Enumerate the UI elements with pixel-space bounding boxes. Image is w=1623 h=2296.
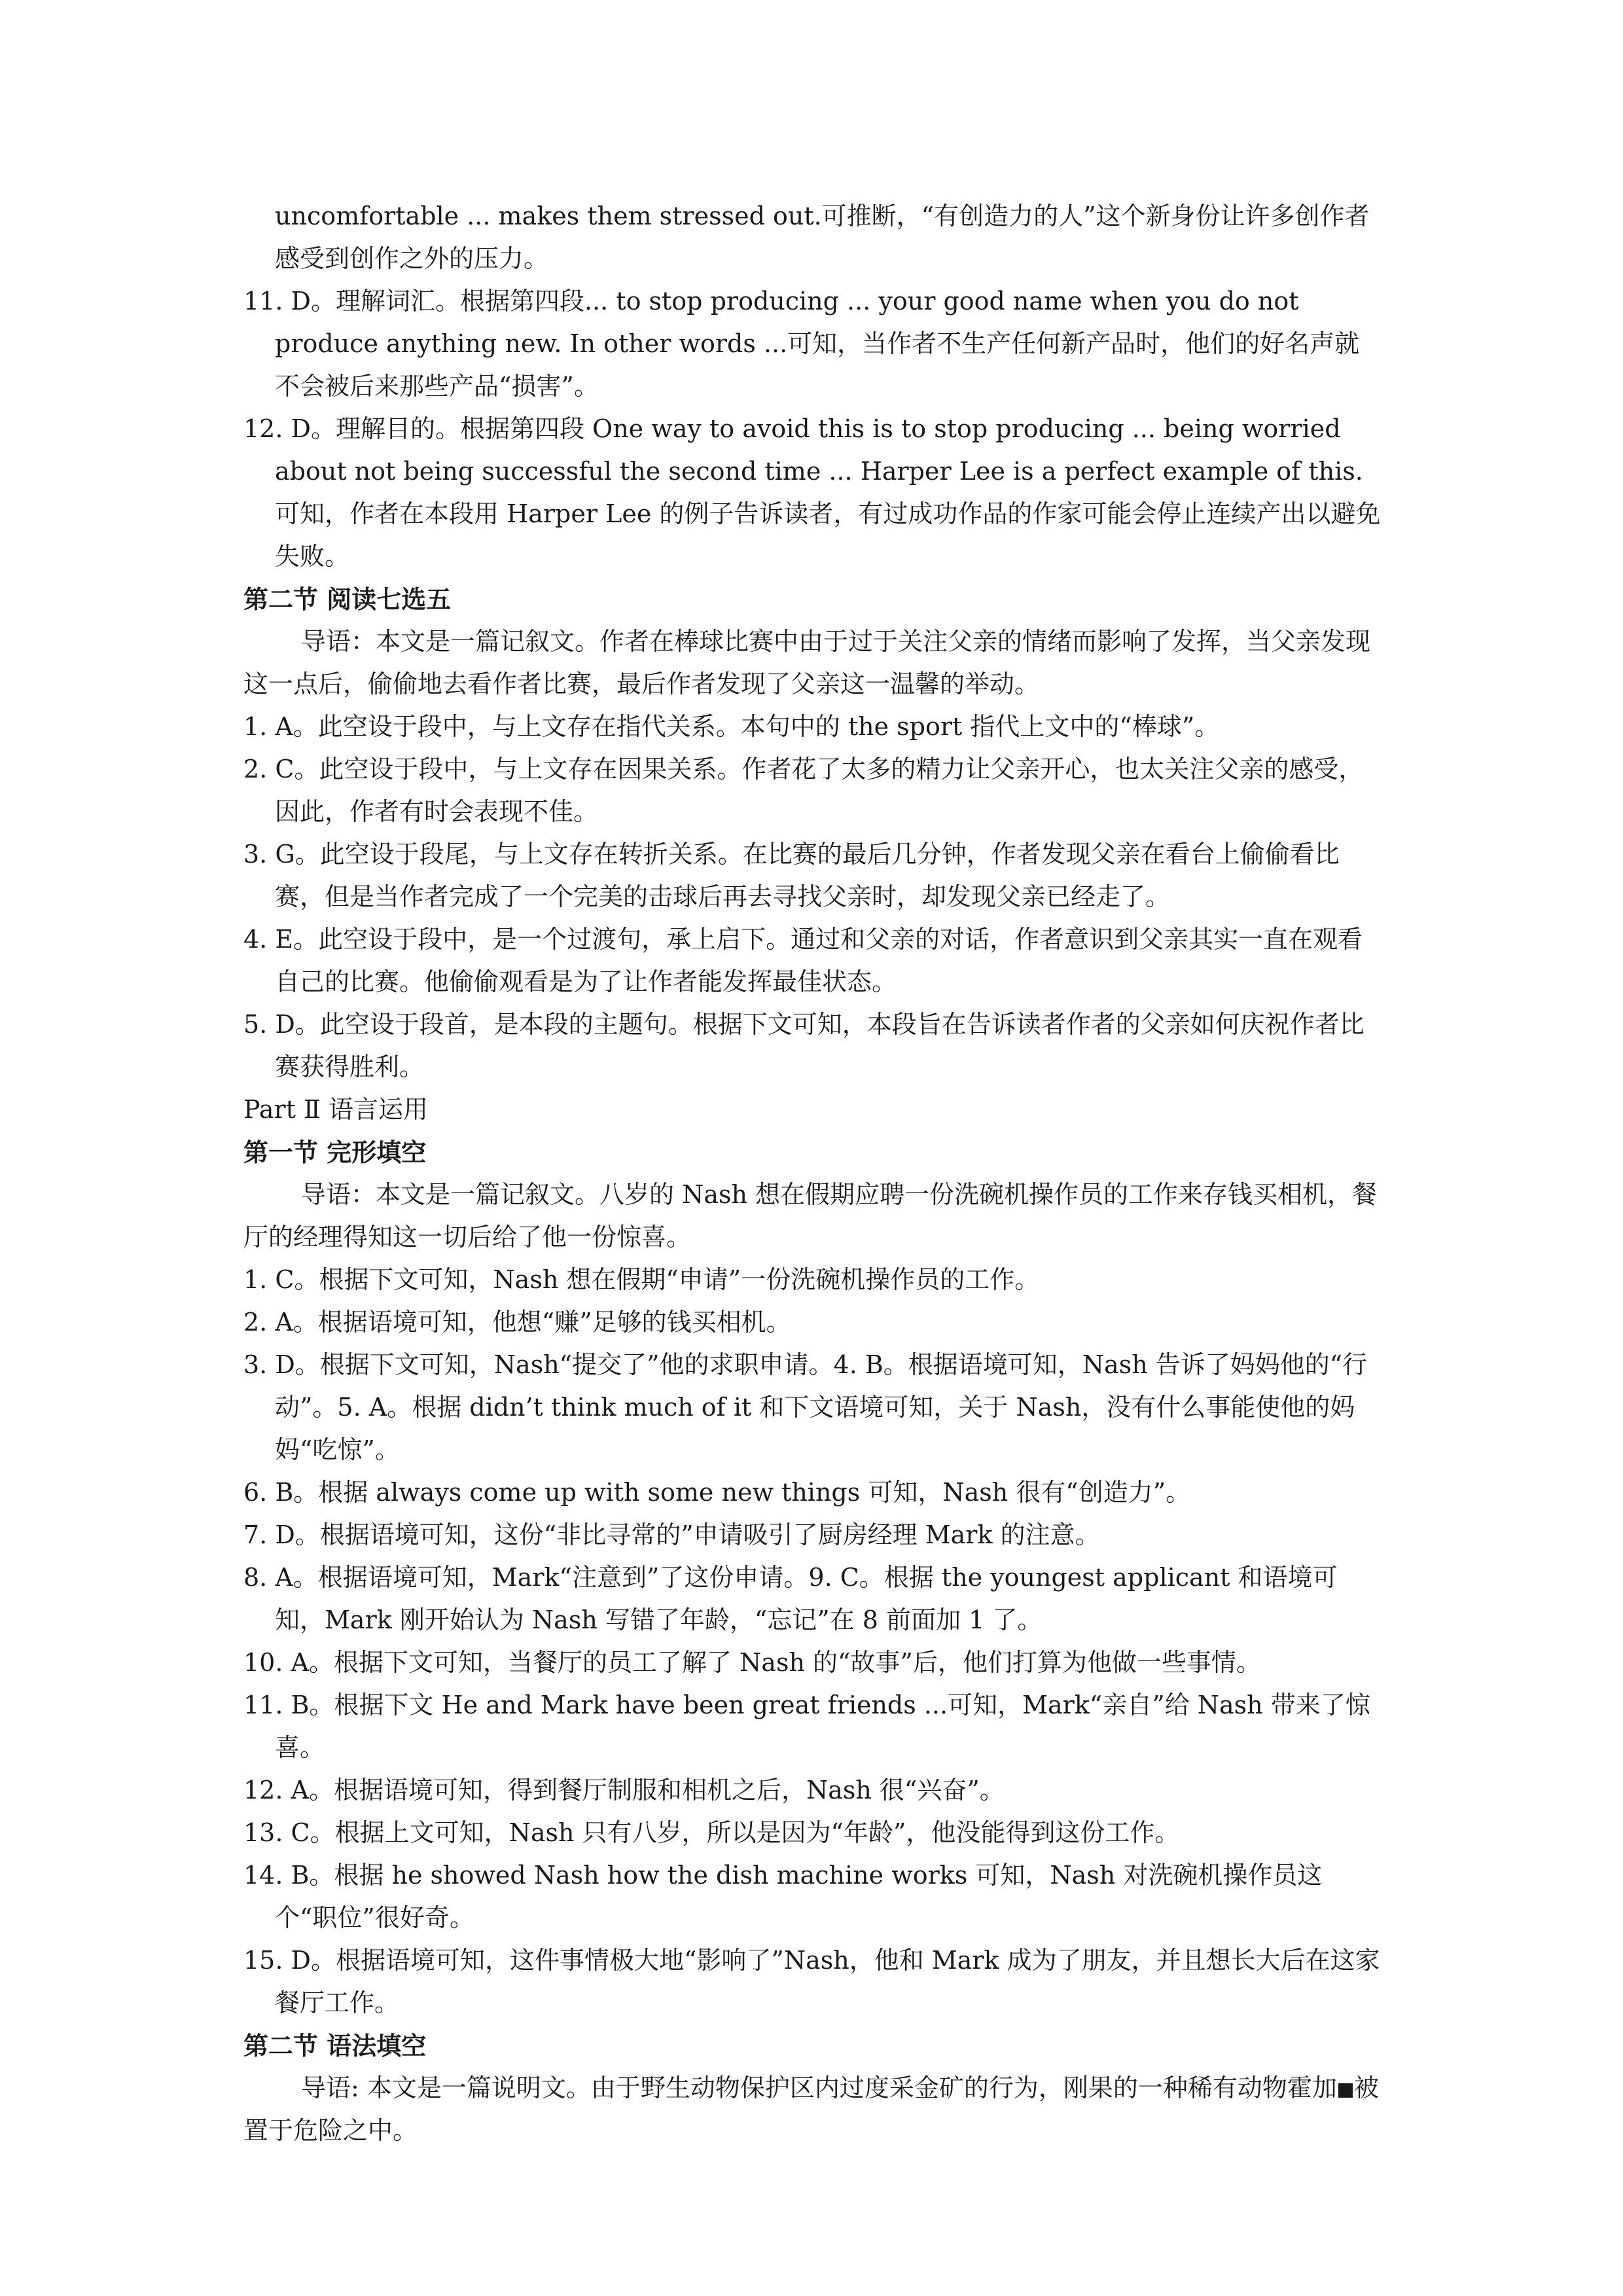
answer-cloze-15: 15. D。根据语境可知，这件事情极大地“影响了”Nash，他和 Mark 成为了朋友，并且想长大后在这家餐厅工作。 (243, 1946, 1380, 2017)
intro-grammar-text-b: 被置于危险之中。 (243, 2073, 1379, 2145)
unreadable-glyph-icon (1338, 2083, 1353, 2098)
intro-grammar (243, 2067, 1382, 2152)
answer-seven-4: 4. E。此空设于段中，是一个过渡句，承上启下。通过和父亲的对话，作者意识到父亲其实一直在观看自己的比赛。他偷偷观看是为了让作者能发挥最佳状态。 (243, 925, 1363, 996)
answer-cloze-3-5: 3. D。根据下文可知，Nash“提交了”他的求职申请。4. B。根据语境可知，Nash 告诉了妈妈他的“行动”。5. A。根据 didn’t think much of it 和下文语境可知，关于 Nash，没有什么事能使他的妈妈“吃惊”。 (243, 1350, 1368, 1464)
answer-cloze-6: 6. B。根据 always come up with some new things 可知，Nash 很有“创造力”。 (243, 1478, 1191, 1507)
answer-seven-1: 1. A。此空设于段中，与上文存在指代关系。本句中的 the sport 指代上文中的“棒球”。 (243, 712, 1220, 741)
answer-seven-2: 2. C。此空设于段中，与上文存在因果关系。作者花了太多的精力让父亲开心，也太关注父亲的感受，因此，作者有时会表现不佳。 (243, 755, 1364, 826)
answer-seven-3: 3. G。此空设于段尾，与上文存在转折关系。在比赛的最后几分钟，作者发现父亲在看台上偷偷看比赛，但是当作者完成了一个完美的击球后再去寻找父亲时，却发现父亲已经走了。 (243, 840, 1340, 911)
answer-cloze-8-9: 8. A。根据语境可知，Mark“注意到”了这份申请。9. C。根据 the youngest applicant 和语境可知，Mark 刚开始认为 Nash 写错了年龄，“忘记”在 8 前面加 1 了。 (243, 1563, 1338, 1634)
answer-reading-11: 11. D。理解词汇。根据第四段... to stop producing ... your good name when you do not produce anything new. In other words ...可知，当作者不生产任何新产品时，他们的好名声就不会被后来那些产品“损害”。 (243, 287, 1360, 401)
section-heading-grammar: 第二节 语法填空 (243, 2031, 427, 2060)
answer-cloze-1: 1. C。根据下文可知，Nash 想在假期“申请”一份洗碗机操作员的工作。 (243, 1265, 1040, 1294)
intro-grammar-text-a: 导语: 本文是一篇说明文。由于野生动物保护区内过度采金矿的行为，刚果的一种稀有动物霍加 (301, 2073, 1337, 2102)
intro-cloze: 导语：本文是一篇记叙文。八岁的 Nash 想在假期应聘一份洗碗机操作员的工作来存钱买相机，餐厅的经理得知这一切后给了他一份惊喜。 (243, 1180, 1378, 1251)
answer-cloze-10: 10. A。根据下文可知，当餐厅的员工了解了 Nash 的“故事”后，他们打算为他做一些事情。 (243, 1648, 1261, 1677)
answer-cloze-2: 2. A。根据语境可知，他想“赚”足够的钱买相机。 (243, 1308, 791, 1336)
continued-explanation-10: uncomfortable ... makes them stressed out.可推断，“有创造力的人”这个新身份让许多创作者感受到创作之外的压力。 (275, 202, 1370, 273)
answer-cloze-13: 13. C。根据上文可知，Nash 只有八岁，所以是因为“年龄”，他没能得到这份工作。 (243, 1818, 1180, 1847)
answer-cloze-11: 11. B。根据下文 He and Mark have been great friends ...可知，Mark“亲自”给 Nash 带来了惊喜。 (243, 1691, 1370, 1762)
section-heading-cloze: 第一节 完形填空 (243, 1138, 427, 1167)
answer-cloze-14: 14. B。根据 he showed Nash how the dish machine works 可知，Nash 对洗碗机操作员这个“职位”很好奇。 (243, 1861, 1323, 1932)
answer-explanations (243, 195, 1382, 2152)
answer-reading-12: 12. D。理解目的。根据第四段 One way to avoid this is to stop producing ... being worried about not being successful the second time ... Harper Lee is a perfect example of this.可知，作者在本段用 Harper Lee 的例子告诉读者，有过成功作品的作家可能会停止连续产出以避免失败。 (243, 414, 1381, 571)
answer-seven-5: 5. D。此空设于段首，是本段的主题句。根据下文可知，本段旨在告诉读者作者的父亲如何庆祝作者比赛获得胜利。 (243, 1010, 1364, 1081)
answer-cloze-7: 7. D。根据语境可知，这份“非比寻常的”申请吸引了厨房经理 Mark 的注意。 (243, 1520, 1100, 1549)
part-heading: Part Ⅱ 语言运用 (243, 1095, 428, 1124)
answer-cloze-12: 12. A。根据语境可知，得到餐厅制服和相机之后，Nash 很“兴奋”。 (243, 1776, 1005, 1804)
section-heading-seven-choose-five: 第二节 阅读七选五 (243, 584, 452, 614)
intro-seven-choose-five: 导语：本文是一篇记叙文。作者在棒球比赛中由于过于关注父亲的情绪而影响了发挥，当父亲发现这一点后，偷偷地去看作者比赛，最后作者发现了父亲这一温馨的举动。 (243, 627, 1371, 698)
